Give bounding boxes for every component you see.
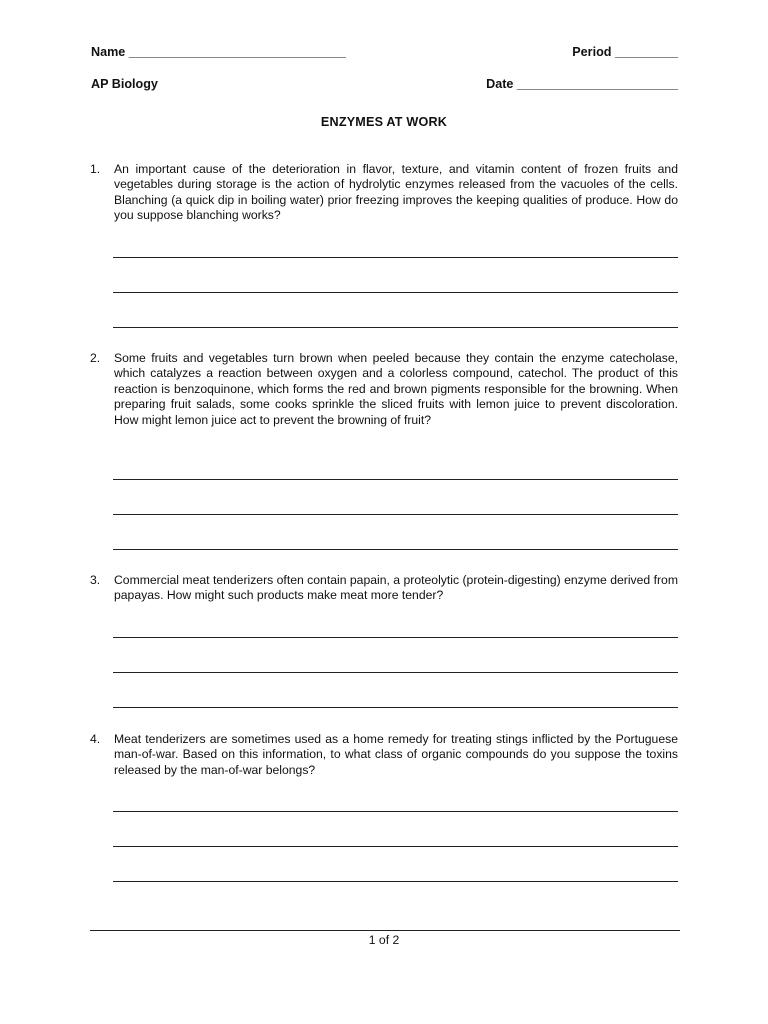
answer-line[interactable]: [113, 707, 678, 708]
answer-line[interactable]: [113, 846, 678, 847]
answer-line[interactable]: [113, 881, 678, 882]
question-number: 1.: [90, 162, 101, 176]
answer-line[interactable]: [113, 479, 678, 480]
header-row-2: [91, 77, 678, 91]
period-field[interactable]: Period _________: [572, 45, 678, 59]
question-text: An important cause of the deterioration in flavor, texture, and vitamin content of frozen fruits and vegetables during storage is the action of hydrolytic enzymes released from the vacuoles of the cells. Blanching (a quick dip in boiling water) prior freezing improves the keeping qualities of produce. How do you suppose blanching works?: [114, 162, 678, 223]
question-4: [90, 732, 678, 778]
page-number: 1 of 2: [368, 933, 400, 947]
question-number: 3.: [90, 573, 101, 587]
date-field[interactable]: Date _______________________: [486, 77, 678, 91]
question-text: Some fruits and vegetables turn brown when peeled because they contain the enzyme catecholase, which catalyzes a reaction between oxygen and a colorless compound, catechol. The product of this reaction is benzoquinone, which forms the red and brown pigments responsible for the browning. When preparing fruit salads, some cooks sprinkle the sliced fruits with lemon juice to prevent discoloration. How might lemon juice act to prevent the browning of fruit?: [114, 351, 678, 427]
answer-line[interactable]: [113, 549, 678, 550]
answer-line[interactable]: [113, 292, 678, 293]
question-2: [90, 351, 678, 428]
question-number: 2.: [90, 351, 101, 365]
question-text: Meat tenderizers are sometimes used as a home remedy for treating stings inflicted by the Portuguese man-of-war. Based on this information, to what class of organic compounds do you suppose the toxins released by the man-of-war belongs?: [114, 732, 678, 777]
footer-divider: [90, 930, 680, 931]
answer-line[interactable]: [113, 327, 678, 328]
question-3: [90, 573, 678, 604]
answer-line[interactable]: [113, 672, 678, 673]
question-number: 4.: [90, 732, 101, 746]
name-field[interactable]: Name _______________________________: [91, 45, 346, 59]
answer-line[interactable]: [113, 637, 678, 638]
question-1: [90, 162, 678, 224]
answer-line[interactable]: [113, 514, 678, 515]
answer-line[interactable]: [113, 811, 678, 812]
answer-line[interactable]: [113, 257, 678, 258]
page-title: ENZYMES AT WORK: [320, 115, 448, 129]
question-text: Commercial meat tenderizers often contain papain, a proteolytic (protein-digesting) enzyme derived from papayas. How might such products make meat more tender?: [114, 573, 678, 603]
course-label: AP Biology: [91, 77, 158, 91]
header-row-1: [91, 45, 678, 59]
